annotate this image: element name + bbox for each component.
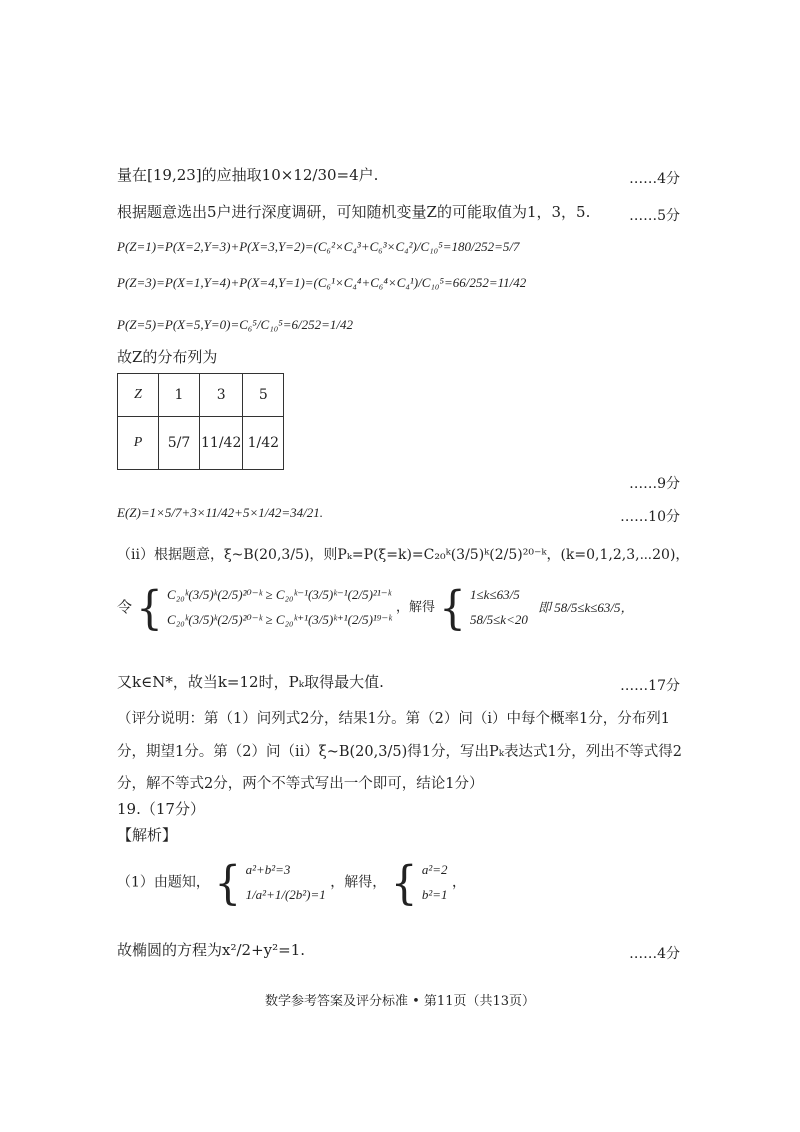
inequality-system — [117, 580, 634, 635]
solve-label: ，解得， — [330, 874, 387, 891]
result-pair — [422, 858, 448, 907]
distribution-heading: 故Z的分布列为 — [117, 348, 218, 366]
score-4: ……10分 — [620, 509, 680, 525]
score-6: ……4分 — [629, 946, 680, 962]
left-brace-icon: { — [214, 855, 242, 910]
equation-2: 1/a²+1/(2b²)=1 — [245, 886, 326, 902]
grading-note-2: 分，期望1分。第（2）问（ii）ξ~B(20,3/5)得1分，写出Pₖ表达式1分，列出不等式得2 — [117, 744, 682, 760]
equation-pair — [246, 858, 326, 907]
ellipse-equation: 故椭圆的方程为x²/2+y²=1. — [117, 941, 306, 959]
table-cell: P — [118, 417, 159, 470]
inequality-1: C₂₀ᵏ(3/5)ᵏ(2/5)²⁰⁻ᵏ ≥ C₂₀ᵏ⁻¹(3/5)ᵏ⁻¹(2/5)²¹⁻ᵏ — [167, 587, 392, 602]
grading-note-3: 分，解不等式2分，两个不等式写出一个即可，结论1分） — [117, 776, 484, 792]
question-number: 19.（17分） — [117, 800, 205, 818]
left-brace-icon: { — [390, 855, 418, 910]
table-cell: 3 — [200, 374, 243, 417]
inequality-2: C₂₀ᵏ(3/5)ᵏ(2/5)²⁰⁻ᵏ ≥ C₂₀ᵏ⁺¹(3/5)ᵏ⁺¹(2/5)¹⁹⁻ᵏ — [167, 611, 392, 627]
table-cell: 5 — [243, 374, 284, 417]
table-cell: 1 — [159, 374, 200, 417]
distribution-table — [117, 373, 284, 470]
solution-2: 58/5≤k<20 — [470, 611, 528, 627]
table-cell: 1/42 — [243, 417, 284, 470]
expectation: E(Z)=1×5/7+3×11/42+5×1/42=34/21. — [117, 505, 323, 520]
solve-label: ，解得 — [396, 600, 436, 616]
grading-note-1: （评分说明：第（1）问列式2分，结果1分。第（2）问（i）中每个概率1分，分布列1 — [117, 711, 670, 727]
score-1: ……4分 — [629, 171, 680, 187]
prob-z5: P(Z=5)=P(X=5,Y=0)=C₆⁵/C₁₀⁵=6/252=1/42 — [117, 317, 354, 332]
line-1: 量在[19,23]的应抽取10×12/30=4户. — [117, 166, 379, 184]
table-cell: Z — [118, 374, 159, 417]
solution-pair — [470, 583, 528, 632]
prob-z3: P(Z=3)=P(X=1,Y=4)+P(X=4,Y=1)=(C₆¹×C₄⁴+C₆⁴×C₄¹)/C₁₀⁵=66/252=11/42 — [117, 275, 527, 290]
table-row — [118, 417, 284, 470]
analysis-heading: 【解析】 — [117, 826, 178, 844]
left-brace-icon: { — [439, 580, 466, 635]
page-footer: 数学参考答案及评分标准 • 第11页（共13页） — [264, 994, 536, 1009]
left-brace-icon: { — [136, 580, 163, 635]
part-1-label: （1）由题知， — [117, 874, 210, 891]
result-2: b²=1 — [421, 886, 448, 902]
score-5: ……17分 — [620, 678, 680, 694]
solution-range: 即 58/5≤k≤63/5， — [537, 600, 634, 616]
score-2: ……5分 — [629, 208, 680, 224]
part-1-system — [117, 855, 467, 910]
line-2: 根据题意选出5户进行深度调研，可知随机变量Z的可能取值为1，3，5. — [117, 203, 591, 221]
table-cell: 5/7 — [159, 417, 200, 470]
prob-z1: P(Z=1)=P(X=2,Y=3)+P(X=3,Y=2)=(C₆²×C₄³+C₆³×C₄²)/C₁₀⁵=180/252=5/7 — [117, 239, 520, 254]
part-ii-line: （ii）根据题意，ξ~B(20,3/5)，则Pₖ=P(ξ=k)=C₂₀ᵏ(3/5)ᵏ(2/5)²⁰⁻ᵏ，(k=0,1,2,3,⋯20)， — [117, 547, 690, 563]
equation-1: a²+b²=3 — [245, 862, 291, 877]
result-1: a²=2 — [421, 862, 448, 877]
conclusion-line: 又k∈N*，故当k=12时，Pₖ取得最大值. — [117, 673, 384, 691]
inequality-pair — [167, 583, 392, 632]
ling-label: 令 — [117, 598, 133, 617]
solution-1: 1≤k≤63/5 — [470, 587, 520, 602]
table-cell: 11/42 — [200, 417, 243, 470]
score-3: ……9分 — [629, 476, 680, 492]
table-row — [118, 374, 284, 417]
comma: ， — [452, 874, 467, 891]
